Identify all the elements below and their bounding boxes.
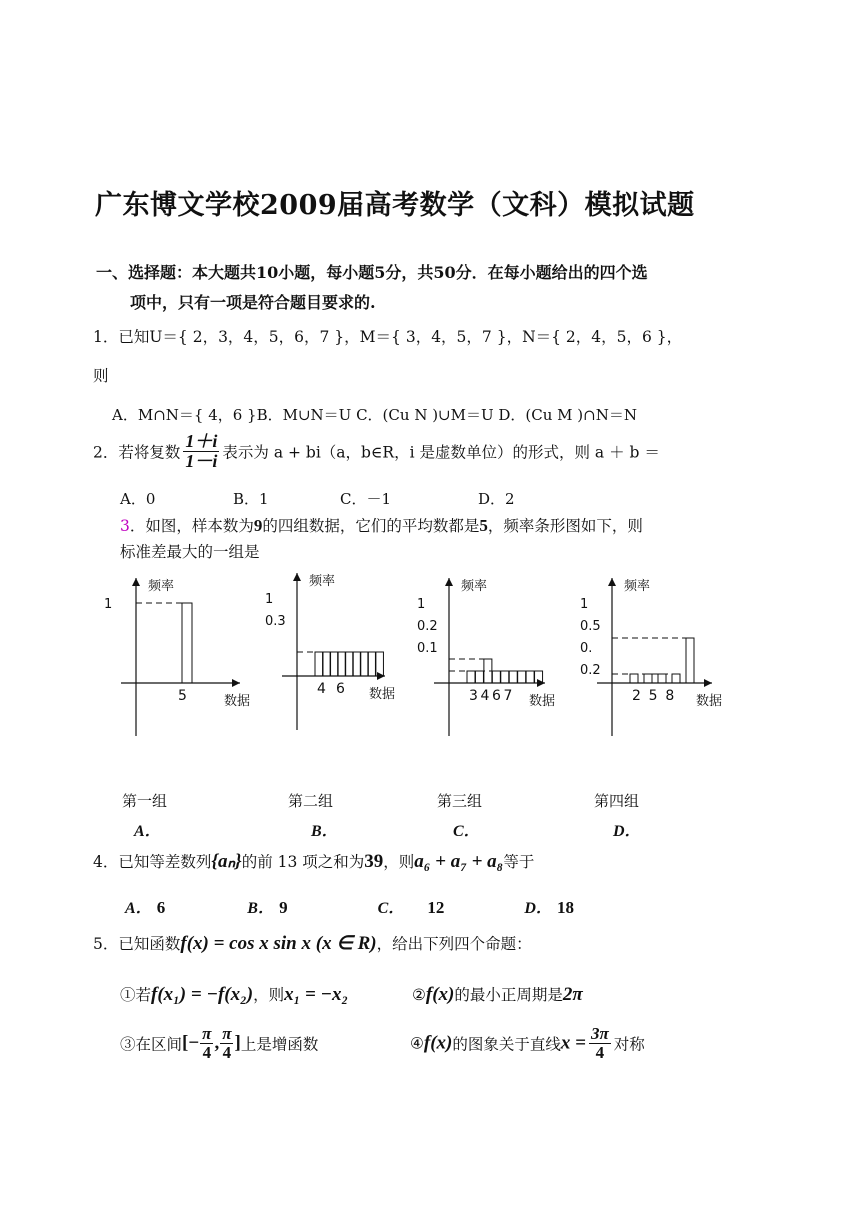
q5-proposition-2 (412, 983, 583, 1006)
group-label-2: 第二组 (288, 792, 334, 810)
question-1-options: A．M∩N＝{ 4，6 }B．M∪N＝U C．(Cu N )∪M＝U D．(Cu M )∩N＝N (112, 406, 637, 424)
y-tick-label: 0.1 (417, 641, 438, 656)
q5-p1-expr: f(x₁) = −f(x₂) (151, 984, 254, 1005)
y-axis-arrow (132, 578, 140, 586)
q5-p3-bracket-left: [− (182, 1032, 200, 1054)
q4-mid2: ，则 (383, 853, 415, 871)
bar (658, 674, 666, 683)
bar (475, 671, 483, 683)
bar (630, 674, 638, 683)
q2-option-b: B．1 (233, 490, 269, 508)
y-tick-label: 0.2 (417, 619, 438, 634)
q2-denominator: 1－i (185, 450, 218, 471)
q2-numerator: 1＋i (185, 431, 218, 451)
q4-suffix: 等于 (503, 853, 535, 871)
y-tick-label: 1 (104, 597, 113, 612)
y-axis-arrow (445, 578, 453, 586)
q5-p3-sep: , (214, 1032, 220, 1054)
page-title: 广东博文学校2009届高考数学（文科）模拟试题 (95, 190, 695, 221)
q5-proposition-3 (120, 1025, 318, 1062)
bar (323, 652, 331, 676)
bar (330, 652, 338, 676)
q3-charts (100, 568, 740, 743)
bar (368, 652, 376, 676)
q5-function: f(x) = cos x sin x (x ∈ R) (180, 933, 377, 954)
q5-p4-text: 的图象关于直线 (452, 1035, 561, 1054)
question-5-stem (93, 932, 532, 955)
bar (492, 671, 500, 683)
x-axis-arrow (704, 679, 712, 687)
x-tick-label: 6 (336, 681, 345, 697)
q3-text3: ，频率条形图如下，则 (487, 517, 643, 535)
question-3-stem (120, 514, 643, 536)
bar (509, 671, 517, 683)
q5-p3-frac2 (220, 1025, 233, 1062)
x-tick-label: 5 (178, 688, 187, 704)
q4-option-b: B． (247, 900, 274, 917)
x-axis-label: 数据 (529, 694, 556, 709)
q2-option-c: C．－1 (340, 490, 392, 508)
q5-p4-expr: f(x) (423, 1032, 453, 1054)
section-heading-cont: 项中，只有一项是符合题目要求的. (130, 293, 376, 312)
y-axis-arrow (608, 578, 616, 586)
q5-p1-expr2: x₁ = −x₂ (284, 984, 349, 1005)
x-tick-label: 3 (469, 688, 478, 704)
bar (501, 671, 509, 683)
section-heading: 一、选择题：本大题共10小题，每小题5分，共50分．在每小题给出的四个选 (96, 263, 648, 282)
q3-text: ．如图，样本数为 (129, 517, 254, 535)
x-axis-label: 数据 (696, 694, 723, 709)
q5-p4-num: 3π (590, 1024, 609, 1043)
q4-sum: 39 (364, 851, 384, 872)
x-tick-label: 4 (317, 681, 326, 697)
bar (686, 638, 694, 683)
bar (467, 671, 475, 683)
q5-proposition-4 (410, 1025, 645, 1062)
q3-text2: 的四组数据，它们的平均数都是 (262, 517, 480, 535)
q2-option-a: A．0 (120, 490, 156, 508)
q5-p3-num2: π (222, 1024, 232, 1043)
y-tick-label: 0.5 (580, 619, 601, 634)
q4-value-d: 18 (557, 898, 574, 917)
question-2-stem (93, 432, 660, 471)
q5-p4-frac (589, 1025, 611, 1062)
bar (375, 652, 383, 676)
y-tick-label: 0.3 (265, 614, 286, 629)
x-tick-label: 4 (480, 688, 490, 704)
q4-value-c: 12 (427, 898, 445, 917)
q2-suffix: 表示为 a + bi（a，b∈R，i 是虚数单位）的形式，则 a ＋ b ＝ (222, 443, 660, 462)
q3-option-b: B． (311, 823, 338, 840)
group-label-4: 第四组 (594, 792, 640, 810)
y-axis-arrow (293, 573, 301, 581)
q5-p4-end: 对称 (613, 1035, 645, 1054)
bar (360, 652, 368, 676)
q5-p3-frac1 (200, 1025, 213, 1062)
x-tick-label: 7 (503, 688, 513, 704)
q3-option-d: D． (613, 823, 641, 840)
q3-option-c: C． (453, 823, 480, 840)
q5-p3-label: ③在区间 (120, 1035, 183, 1054)
q4-expression: a₆ + a₇ + a₈ (414, 851, 504, 872)
y-axis-label: 频率 (624, 579, 651, 594)
q5-p2-label: ② (412, 986, 426, 1004)
bar (315, 652, 323, 676)
q5-p3-den2: 4 (222, 1042, 232, 1062)
q2-prefix: 2．若将复数 (93, 443, 181, 462)
x-tick-label: 6 (492, 688, 501, 704)
q4-option-a: A． (125, 900, 152, 917)
q5-p4-label: ④ (410, 1034, 424, 1053)
q5-proposition-1 (120, 983, 348, 1006)
x-axis-label: 数据 (224, 694, 251, 709)
q4-option-d: D． (524, 900, 552, 917)
q5-p2-expr: f(x) (425, 984, 455, 1005)
bar (526, 671, 534, 683)
q4-option-c: C． (377, 900, 405, 917)
q2-fraction (183, 432, 219, 471)
q5-p3-bracket-right: ] (234, 1032, 241, 1054)
y-tick-label: 0.2 (580, 663, 601, 678)
q3-n5: 5 (479, 516, 488, 535)
bar (672, 674, 680, 683)
q5-p4-den: 4 (595, 1042, 605, 1062)
q5-p4-x: x = (560, 1032, 586, 1054)
q5-p1-then: ，则 (253, 986, 285, 1004)
q5-p2-expr2: 2π (562, 984, 583, 1005)
y-axis-label: 频率 (461, 579, 488, 594)
bar (182, 603, 192, 683)
group-label-3: 第三组 (437, 792, 483, 810)
y-tick-label: 1 (417, 597, 426, 612)
q4-value-b: 9 (279, 898, 288, 917)
y-axis-label: 频率 (309, 574, 336, 589)
group-label-1: 第一组 (122, 792, 168, 810)
question-4-stem (93, 850, 534, 873)
bar (345, 652, 353, 676)
x-tick-label: 5 (648, 688, 658, 704)
bar (338, 652, 346, 676)
q5-p3-den1: 4 (202, 1042, 212, 1062)
question-1-stem-cont: 则 (93, 367, 109, 385)
y-tick-label: 1 (580, 597, 589, 612)
q3-n9: 9 (253, 516, 263, 535)
q4-value-a: 6 (156, 898, 166, 917)
question-3-stem-cont: 标准差最大的一组是 (120, 543, 260, 561)
q4-sequence: {aₙ} (211, 851, 242, 872)
x-axis-label: 数据 (369, 687, 396, 702)
q5-p2-text: 的最小正周期是 (454, 986, 563, 1004)
q5-p3-text: 上是增函数 (240, 1035, 319, 1054)
q4-prefix: 4．已知等差数列 (93, 853, 212, 871)
bar (353, 652, 361, 676)
q5-prefix: 5．已知函数 (93, 935, 181, 953)
q2-option-d: D．2 (478, 490, 515, 508)
q5-suffix: ，给出下列四个命题： (376, 935, 532, 953)
q4-mid: 的前 13 项之和为 (241, 853, 365, 871)
x-tick-label: 8 (665, 688, 675, 704)
q5-p1-label: ①若 (120, 986, 152, 1004)
q3-option-a: A． (134, 823, 161, 840)
q4-options (125, 895, 574, 918)
y-tick-label: 0. (580, 641, 593, 656)
q3-number: 3 (120, 517, 130, 535)
x-axis-arrow (232, 679, 240, 687)
x-tick-label: 2 (632, 688, 641, 704)
question-1-stem: 1．已知U＝{ 2，3，4，5，6，7 }，M＝{ 3，4，5，7 }，N＝{ 2，4，5，6 }， (93, 328, 683, 346)
y-tick-label: 1 (265, 592, 274, 607)
bar (518, 671, 526, 683)
y-axis-label: 频率 (148, 579, 175, 594)
bar (644, 674, 652, 683)
q5-p3-num1: π (202, 1024, 212, 1043)
